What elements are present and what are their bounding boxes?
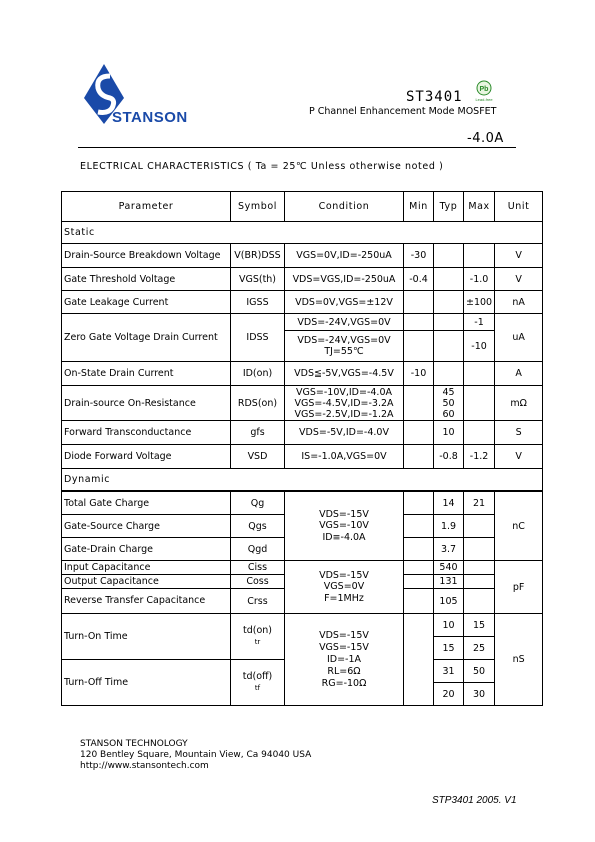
section-title: ELECTRICAL CHARACTERISTICS ( Ta = 25℃ Unless otherwise noted ) xyxy=(80,161,444,172)
condition-line: F=1MHz xyxy=(324,592,364,604)
min-cell: -0.4 xyxy=(404,268,434,291)
symbol-cell: Crss xyxy=(231,589,285,614)
typ-cell xyxy=(434,386,464,421)
condition-cell xyxy=(285,614,404,706)
symbol-cell: IGSS xyxy=(231,291,285,314)
unit-cell: nS xyxy=(495,614,543,706)
symbol-cell xyxy=(231,660,285,706)
param-cell: Turn-Off Time xyxy=(62,660,231,706)
param-cell: Input Capacitance xyxy=(62,561,231,575)
min-cell: -10 xyxy=(404,362,434,386)
symbol-line: td(on) xyxy=(242,625,272,636)
max-cell: 25 xyxy=(464,637,495,660)
condition-line: VGS=-10V xyxy=(319,520,369,532)
condition-cell: VDS=-24V,VGS=0V xyxy=(285,314,404,331)
unit-cell: V xyxy=(495,445,543,469)
symbol-cell: V(BR)DSS xyxy=(231,244,285,268)
table-row xyxy=(62,244,543,268)
document-version: STP3401 2005. V1 xyxy=(432,795,517,806)
condition-line: ID≡-4.0A xyxy=(322,531,366,543)
typ-cell: 1.9 xyxy=(434,515,464,538)
typ-cell: 10 xyxy=(434,614,464,637)
condition-line: VDS=-24V,VGS=0V xyxy=(297,334,391,346)
condition-line: VGS=-10V,ID=-4.0A xyxy=(296,386,392,398)
condition-line: TJ=55℃ xyxy=(324,346,364,357)
table-row xyxy=(62,268,543,291)
param-cell: Gate-Source Charge xyxy=(62,515,231,538)
condition-cell: VDS=0V,VGS=±12V xyxy=(285,291,404,314)
param-cell: Drain-source On-Resistance xyxy=(62,386,231,421)
unit-cell: pF xyxy=(495,561,543,614)
max-cell: -10 xyxy=(464,331,495,362)
max-cell: 50 xyxy=(464,660,495,683)
param-cell: Total Gate Charge xyxy=(62,491,231,515)
dynamic-label: Dynamic xyxy=(62,469,543,492)
typ-line: 60 xyxy=(442,408,455,420)
section-row-dynamic xyxy=(62,469,543,492)
table-row xyxy=(62,614,543,637)
pb-mark: Pb xyxy=(479,86,489,93)
static-label: Static xyxy=(62,222,543,244)
symbol-cell: RDS(on) xyxy=(231,386,285,421)
max-cell: 15 xyxy=(464,614,495,637)
max-cell: 30 xyxy=(464,683,495,706)
condition-cell: VDS=VGS,ID=-250uA xyxy=(285,268,404,291)
condition-cell: VGS=0V,ID=-250uA xyxy=(285,244,404,268)
col-typ: Typ xyxy=(434,192,464,222)
typ-cell: 3.7 xyxy=(434,538,464,561)
max-cell: -1.2 xyxy=(464,445,495,469)
typ-cell: 15 xyxy=(434,637,464,660)
param-cell: Forward Transconductance xyxy=(62,421,231,445)
condition-line: RG=-10Ω xyxy=(321,677,367,689)
table-row xyxy=(62,491,543,515)
typ-cell: 31 xyxy=(434,660,464,683)
table-row xyxy=(62,386,543,421)
table-row xyxy=(62,362,543,386)
current-rating: -4.0A xyxy=(467,131,504,146)
unit-cell: A xyxy=(495,362,543,386)
param-cell: Zero Gate Voltage Drain Current xyxy=(62,314,231,362)
typ-cell: 20 xyxy=(434,683,464,706)
col-max: Max xyxy=(464,192,495,222)
company-name: STANSON TECHNOLOGY xyxy=(80,739,188,749)
table-header-row xyxy=(62,192,543,222)
symbol-line: td(off) xyxy=(242,671,273,682)
min-cell: -30 xyxy=(404,244,434,268)
typ-line: 45 xyxy=(442,386,455,398)
brand-name: STANSON xyxy=(112,109,188,126)
company-website: http://www.stansontech.com xyxy=(80,761,209,771)
unit-cell: V xyxy=(495,244,543,268)
max-cell: -1 xyxy=(464,314,495,331)
condition-line: VGS=0V xyxy=(323,581,365,593)
col-condition: Condition xyxy=(285,192,404,222)
table-row xyxy=(62,421,543,445)
max-cell: 21 xyxy=(464,491,495,515)
section-row-static xyxy=(62,222,543,244)
param-cell: On-State Drain Current xyxy=(62,362,231,386)
symbol-cell: Ciss xyxy=(231,561,285,575)
param-cell: Turn-On Time xyxy=(62,614,231,660)
symbol-cell: IDSS xyxy=(231,314,285,362)
col-symbol: Symbol xyxy=(231,192,285,222)
symbol-line: tr xyxy=(254,637,261,646)
unit-cell: nC xyxy=(495,491,543,561)
table-row xyxy=(62,561,543,575)
condition-line: VDS=-15V xyxy=(319,629,369,641)
max-cell: ±100 xyxy=(464,291,495,314)
table-row xyxy=(62,291,543,314)
param-cell: Gate Threshold Voltage xyxy=(62,268,231,291)
symbol-cell: ID(on) xyxy=(231,362,285,386)
symbol-cell: gfs xyxy=(231,421,285,445)
condition-line: VGS=-2.5V,ID=-1.2A xyxy=(294,408,394,420)
condition-cell xyxy=(285,386,404,421)
typ-cell: 14 xyxy=(434,491,464,515)
condition-line: VGS=-4.5V,ID=-3.2A xyxy=(294,397,394,409)
symbol-cell: VSD xyxy=(231,445,285,469)
electrical-characteristics-table xyxy=(61,191,543,706)
table-row xyxy=(62,445,543,469)
typ-cell: 105 xyxy=(434,589,464,614)
device-subtitle: P Channel Enhancement Mode MOSFET xyxy=(309,106,497,117)
condition-line: RL=6Ω xyxy=(327,665,361,677)
symbol-cell xyxy=(231,614,285,660)
condition-cell: VDS=-5V,ID=-4.0V xyxy=(285,421,404,445)
col-min: Min xyxy=(404,192,434,222)
symbol-cell: Qg xyxy=(231,491,285,515)
condition-cell: VDS≦-5V,VGS=-4.5V xyxy=(285,362,404,386)
condition-cell xyxy=(285,561,404,614)
symbol-cell: Coss xyxy=(231,575,285,589)
symbol-cell: Qgs xyxy=(231,515,285,538)
col-parameter: Parameter xyxy=(62,192,231,222)
table-row xyxy=(62,314,543,331)
condition-cell: IS=-1.0A,VGS=0V xyxy=(285,445,404,469)
param-cell: Reverse Transfer Capacitance xyxy=(62,589,231,614)
condition-cell xyxy=(285,491,404,561)
header-divider xyxy=(78,147,516,148)
param-cell: Gate Leakage Current xyxy=(62,291,231,314)
symbol-line: tf xyxy=(254,683,261,692)
param-cell: Drain-Source Breakdown Voltage xyxy=(62,244,231,268)
typ-cell: -0.8 xyxy=(434,445,464,469)
part-number: ST3401 xyxy=(406,89,463,105)
condition-line: VGS=-15V xyxy=(319,641,369,653)
unit-cell: V xyxy=(495,268,543,291)
unit-cell: nA xyxy=(495,291,543,314)
col-unit: Unit xyxy=(495,192,543,222)
param-cell: Diode Forward Voltage xyxy=(62,445,231,469)
symbol-cell: Qgd xyxy=(231,538,285,561)
condition-line: ID=-1A xyxy=(326,653,362,665)
typ-cell: 540 xyxy=(434,561,464,575)
condition-cell xyxy=(285,331,404,362)
symbol-cell: VGS(th) xyxy=(231,268,285,291)
typ-line: 50 xyxy=(442,397,455,409)
unit-cell: uA xyxy=(495,314,543,362)
unit-cell: mΩ xyxy=(495,386,543,421)
typ-cell: 131 xyxy=(434,575,464,589)
lead-free-icon xyxy=(474,80,494,104)
unit-cell: S xyxy=(495,421,543,445)
lead-free-label: Lead-free xyxy=(475,97,493,102)
footer xyxy=(80,739,311,772)
max-cell: -1.0 xyxy=(464,268,495,291)
param-cell: Gate-Drain Charge xyxy=(62,538,231,561)
condition-line: VDS=-15V xyxy=(319,508,369,520)
condition-line: VDS=-15V xyxy=(319,569,369,581)
typ-cell: 10 xyxy=(434,421,464,445)
company-address: 120 Bentley Square, Mountain View, Ca 94040 USA xyxy=(80,750,312,760)
param-cell: Output Capacitance xyxy=(62,575,231,589)
